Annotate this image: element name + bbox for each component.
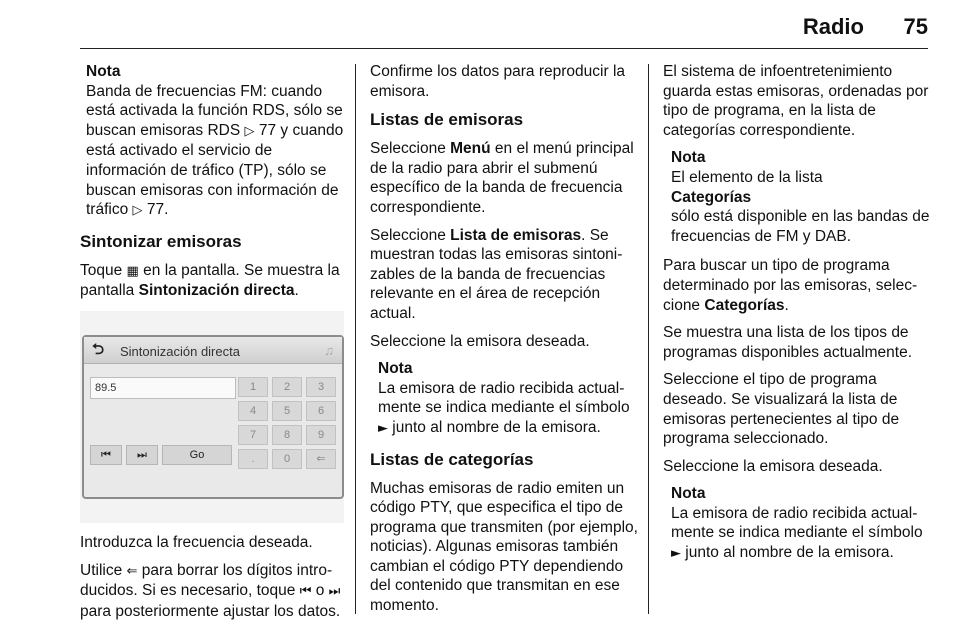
screen-image <box>80 311 344 523</box>
paragraph: Toque ▦ en la pantalla. Se muestra la pantalla Sintonización directa. <box>80 261 340 300</box>
page-ref-icon: ▷ <box>132 203 143 219</box>
page-header <box>80 0 928 52</box>
backspace-icon: ⇐ <box>306 449 336 469</box>
note-block: Nota La emisora de radio recibida actualmente se indica mediante el símbolo ► junto al nombre de la emisora. <box>671 484 933 563</box>
column-1 <box>80 62 346 629</box>
note-block: Nota La emisora de radio recibida actualmente se indica mediante el símbolo ► junto al nombre de la emisora. <box>378 359 642 438</box>
key-7: 7 <box>238 425 268 445</box>
seek-forward-icon: ⏭ <box>328 584 341 600</box>
paragraph: El sistema de infoentretenimiento guarda estas emisoras, ordenadas por tipo de programa, en la lista de categorías correspondiente. <box>663 63 929 139</box>
section-heading: Listas de emisoras <box>370 110 524 130</box>
column-divider <box>648 64 649 614</box>
key-3: 3 <box>306 377 336 397</box>
back-icon: ⮌ <box>92 340 105 358</box>
page-number: 75 <box>903 14 928 39</box>
key-2: 2 <box>272 377 302 397</box>
column-3 <box>663 62 933 574</box>
note-title: Nota <box>378 360 413 378</box>
paragraph: Seleccione la emisora deseada. <box>663 457 883 475</box>
header-rule <box>80 48 928 49</box>
key-1: 1 <box>238 377 268 397</box>
paragraph: Para buscar un tipo de programa determinado por las emisoras, seleccione Categorías. <box>663 257 918 314</box>
paragraph: Se muestra una lista de los tipos de programas disponibles actualmente. <box>663 324 912 361</box>
paragraph: Introduzca la frecuencia deseada. <box>80 533 313 551</box>
key-dot: . <box>238 449 268 469</box>
note-title: Nota <box>86 63 121 80</box>
key-8: 8 <box>272 425 302 445</box>
screen-title: Sintonización directa <box>120 343 240 359</box>
music-note-icon: ♫ <box>324 342 334 358</box>
backspace-arrow-icon: ⇐ <box>126 563 138 579</box>
paragraph: Utilice ⇐ para borrar los dígitos introducidos. Si es necesario, toque ⏮ o ⏭ para posteriormente ajustar los datos. <box>80 561 341 620</box>
paragraph: Seleccione la emisora deseada. <box>370 332 590 350</box>
paragraph: Seleccione Menú en el menú principal de la radio para abrir el submenú específico de la banda de frecuencia correspondiente. <box>370 140 634 216</box>
play-icon: ► <box>671 546 681 562</box>
direct-tuning-screen <box>82 335 344 499</box>
screen-title-bar <box>84 337 342 364</box>
chapter-title: Radio <box>802 14 864 39</box>
note-block: Nota El elemento de la lista Categorías sólo está disponible en las bandas de frecuencias de FM y DAB. <box>671 148 933 246</box>
section-heading: Listas de categorías <box>370 449 534 469</box>
go-button: Go <box>162 445 232 465</box>
note-title: Nota <box>671 149 706 167</box>
paragraph: Confirme los datos para reproducir la emisora. <box>370 63 626 100</box>
key-5: 5 <box>272 401 302 421</box>
key-9: 9 <box>306 425 336 445</box>
key-4: 4 <box>238 401 268 421</box>
key-6: 6 <box>306 401 336 421</box>
note-title: Nota <box>671 485 706 503</box>
paragraph: Muchas emisoras de radio emiten un código PTY, que especifica el tipo de programa que transmiten (por ejemplo, noticias). Algunas emisoras también cambian el código PTY dependiendo del contenido que transmitan en ese momento. <box>370 479 638 615</box>
play-icon: ► <box>378 420 388 436</box>
paragraph: Seleccione Lista de emisoras. Se muestran todas las emisoras sintonizables de la banda de frecuencias relevante en el área de recepción actual. <box>370 226 623 322</box>
seek-forward-icon: ⏭ <box>126 445 158 465</box>
column-divider <box>355 64 356 614</box>
seek-back-icon: ⏮ <box>299 584 312 600</box>
tune-icon: ▦ <box>126 263 139 279</box>
page-ref-icon: ▷ <box>244 123 255 139</box>
seek-back-icon: ⏮ <box>90 445 122 465</box>
section-heading: Sintonizar emisoras <box>80 231 242 251</box>
frequency-field: 89.5 <box>90 377 236 399</box>
paragraph: Seleccione el tipo de programa deseado. Se visualizará la lista de emisoras pertenecientes al tipo de programa seleccionado. <box>663 371 900 448</box>
note-block: Nota Banda de frecuencias FM: cuando está activada la función RDS, sólo se buscan emisoras RDS ▷ 77 y cuando está activado el servicio de información de tráfico (TP), sólo se buscan emisoras con información de tráfico ▷ 77. <box>86 62 346 221</box>
key-0: 0 <box>272 449 302 469</box>
column-2 <box>370 62 642 624</box>
